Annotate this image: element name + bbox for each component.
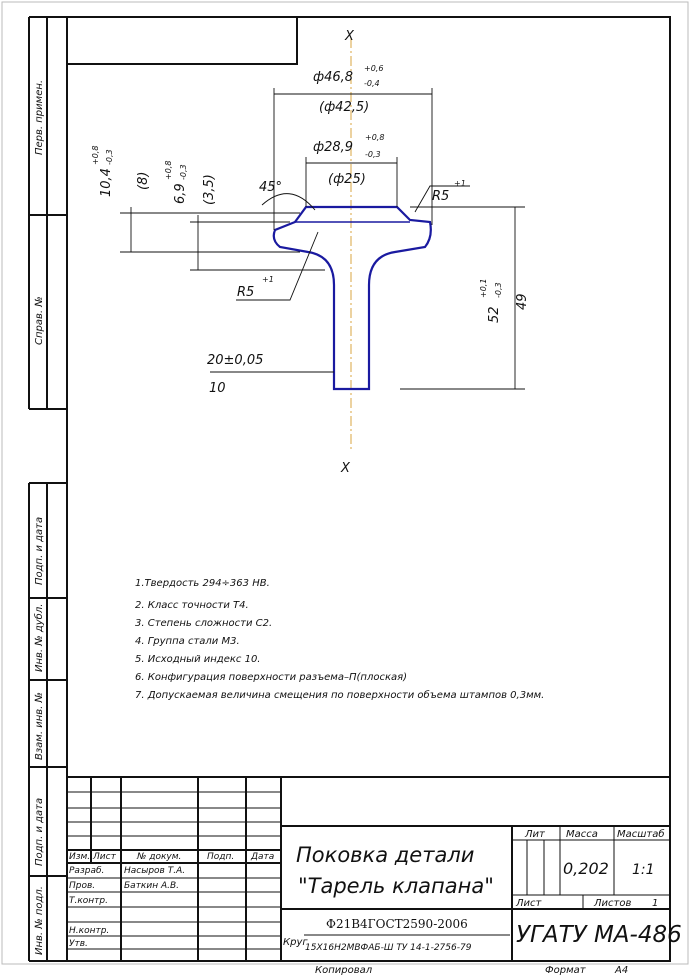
dim-h1: 10,4	[99, 168, 114, 197]
dim-stem: 20±0,05	[207, 353, 264, 368]
side-labels	[33, 80, 45, 955]
side-label-sprav-no: Справ. №	[34, 296, 45, 345]
person-razrab: Насыров Т.А.	[124, 866, 186, 876]
note-7: 7. Допускаемая величина смещения по поверхности объема штампов 0,3мм.	[135, 690, 545, 701]
note-3: 3. Степень сложности С2.	[135, 618, 273, 629]
hdr-podp: Подп.	[207, 852, 235, 862]
part-outline	[274, 207, 431, 389]
dim-d-inner-tol-upper: +0,8	[365, 133, 385, 142]
dim-d-outer: ф46,8	[313, 70, 354, 85]
role-tkontr: Т.контр.	[69, 896, 109, 906]
side-label-inv-dubl: Инв. № дубл.	[34, 603, 45, 672]
dim-h1-tol-lower: -0,3	[105, 149, 114, 165]
dim-d-outer-ref: (ф42,5)	[319, 100, 370, 115]
dim-h2-ref: (3,5)	[202, 174, 217, 205]
massa-value: 0,202	[563, 859, 609, 878]
hdr-izm: Изм.	[69, 852, 91, 862]
dim-len-tol-lower: -0,3	[494, 282, 503, 298]
footer-kopiroval: Копировал	[315, 965, 373, 976]
notes	[135, 578, 544, 701]
part-drawing	[91, 29, 530, 476]
massa-label: Масса	[566, 829, 598, 840]
dim-d-outer-tol-lower: -0,4	[364, 79, 380, 88]
role-prov: Пров.	[69, 881, 96, 891]
material-bottom: 15Х16Н2МВФАБ-Ш ТУ 14-1-2756-79	[305, 943, 472, 953]
hdr-data: Дата	[251, 852, 275, 862]
dim-h1-ref: (8)	[136, 171, 151, 190]
note-4: 4. Группа стали М3.	[135, 636, 240, 647]
note-5: 5. Исходный индекс 10.	[135, 654, 261, 665]
side-label-podp-data-bottom: Подп. и дата	[34, 797, 45, 866]
lit-label: Лит	[525, 829, 545, 840]
dim-d-inner-ref: (ф25)	[328, 172, 366, 187]
hdr-list: Лист	[93, 852, 116, 862]
title-line-1: Поковка детали	[296, 843, 475, 867]
masshtab-value: 1:1	[632, 862, 655, 878]
section-label-bottom: X	[341, 461, 350, 476]
person-prov: Баткин А.В.	[124, 881, 180, 891]
radius-right: R5	[432, 189, 450, 204]
dim-d-outer-tol-upper: +0,6	[364, 64, 384, 73]
footer-format-value: А4	[615, 965, 629, 976]
dim-len-tol-upper: +0,1	[479, 278, 488, 298]
dim-stem-ref: 10	[209, 381, 226, 396]
note-2: 2. Класс точности Т4.	[135, 600, 249, 611]
section-label-top: X	[345, 29, 354, 44]
angle-label: 45°	[259, 180, 283, 195]
side-label-inv-podl: Инв. № подл.	[34, 886, 45, 955]
radius-left-sup: +1	[262, 275, 274, 284]
title-block-text	[69, 828, 682, 953]
role-utv: Утв.	[69, 939, 88, 949]
listov-label: Листов	[594, 898, 632, 909]
footer-format-label: Формат	[545, 965, 586, 976]
list-label: Лист	[516, 898, 542, 909]
dim-h2-tol-lower: -0,3	[179, 164, 188, 180]
role-nkontr: Н.контр.	[69, 926, 110, 936]
title-line-2: "Тарель клапана"	[298, 874, 494, 898]
masshtab-label: Масштаб	[617, 829, 665, 840]
side-label-podp-data-top: Подп. и дата	[34, 516, 45, 585]
role-razrab: Разраб.	[69, 866, 105, 876]
footer	[315, 965, 628, 976]
material-top: Ф21В4ГОСТ2590-2006	[326, 917, 468, 931]
dim-h2: 6,9	[173, 183, 188, 204]
note-1: 1.Твердость 294÷363 НВ.	[135, 578, 270, 589]
dim-d-inner: ф28,9	[313, 140, 354, 155]
listov-value: 1	[652, 898, 659, 909]
material-prefix: Круг	[283, 937, 308, 948]
radius-right-sup: +1	[454, 179, 466, 188]
radius-left: R5	[237, 285, 255, 300]
dim-d-inner-tol-lower: -0,3	[365, 150, 381, 159]
dim-h1-tol-upper: +0,8	[91, 145, 100, 165]
note-6: 6. Конфигурация поверхности разъема–П(плоская)	[135, 672, 408, 683]
side-label-perv-primen: Перв. примен.	[34, 79, 45, 155]
dim-len-ref: 49	[515, 293, 530, 310]
top-left-box	[67, 17, 297, 64]
dim-h2-tol-upper: +0,8	[164, 160, 173, 180]
hdr-no-dokum: № докум.	[137, 852, 182, 862]
dim-len: 52	[487, 306, 502, 323]
side-label-vzam-inv: Взам. инв. №	[34, 692, 45, 760]
org-code: УГАТУ МА-486	[516, 922, 682, 948]
